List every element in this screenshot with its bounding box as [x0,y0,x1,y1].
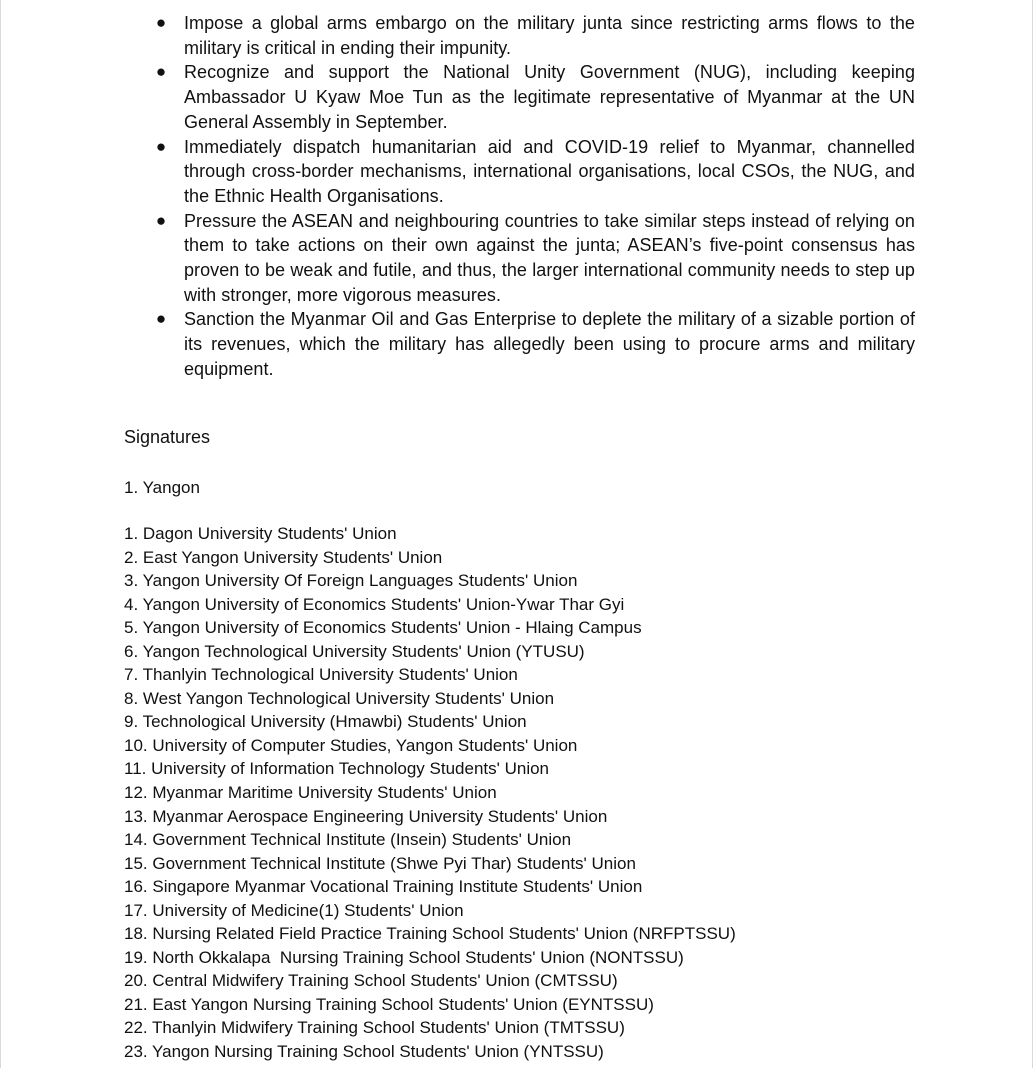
recommendation-text: Impose a global arms embargo on the military junta since restricting arms flows to the military is critical in ending their impunity. [184,13,915,58]
signature-item: 1. Dagon University Students' Union [124,524,397,543]
signature-item: 9. Technological University (Hmawbi) Students' Union [124,712,527,732]
bullet-icon: ● [155,309,167,329]
signature-list [124,522,944,1064]
recommendation-item [151,135,915,209]
signature-item: 2. East Yangon University Students' Union [124,547,443,567]
signature-item: 7. Thanlyin Technological University Students' Union [124,665,518,685]
recommendation-text: Sanction the Myanmar Oil and Gas Enterprise to deplete the military of a sizable portion of its revenues, which the military has allegedly been using to procure arms and military equipment. [184,309,915,379]
recommendation-text: Recognize and support the National Unity Government (NUG), including keeping Ambassador U Kyaw Moe Tun as the legitimate representative of Myanmar at the UN General Assembly in September. [184,62,915,132]
recommendations-list [151,11,915,382]
region-heading-yangon: 1. Yangon [124,478,200,497]
signature-item: 14. Government Technical Institute (Insein) Students' Union [124,830,572,850]
signature-item: 5. Yangon University of Economics Students' Union - Hlaing Campus [124,618,642,638]
recommendation-item [151,11,915,60]
signature-item: 15. Government Technical Institute (Shwe Pyi Thar) Students' Union [124,853,636,873]
signature-item: 18. Nursing Related Field Practice Training School Students' Union (NRFPTSSU) [124,924,736,944]
signatures-heading: Signatures [124,427,211,447]
signature-item: 17. University of Medicine(1) Students' Union [124,900,464,920]
bullet-icon: ● [155,136,167,156]
recommendation-item [151,307,915,381]
bullet-icon: ● [155,210,167,230]
signature-item: 4. Yangon University of Economics Students' Union-Ywar Thar Gyi [124,594,625,614]
signature-item: 12. Myanmar Maritime University Students' Union [124,783,497,803]
signature-item: 3. Yangon University Of Foreign Languages Students' Union [124,571,578,591]
signature-item: 10. University of Computer Studies, Yangon Students' Union [124,735,578,755]
signature-item: 13. Myanmar Aerospace Engineering University Students' Union [124,806,608,826]
signature-item: 21. East Yangon Nursing Training School Students' Union (EYNTSSU) [124,994,654,1014]
signature-item: 6. Yangon Technological University Students' Union (YTUSU) [124,641,585,661]
recommendation-text: Immediately dispatch humanitarian aid and COVID-19 relief to Myanmar, channelled through cross-border mechanisms, international organisations, local CSOs, the NUG, and the Ethnic Health Organisations. [184,136,915,206]
recommendation-item [151,60,915,134]
signature-item: 20. Central Midwifery Training School Students' Union (CMTSSU) [124,971,618,991]
bullet-icon: ● [155,62,167,82]
signature-item: 19. North Okkalapa Nursing Training School Students' Union (NONTSSU) [124,947,684,967]
recommendation-item [151,209,915,308]
signature-item: 16. Singapore Myanmar Vocational Training Institute Students' Union [124,877,643,897]
bullet-icon: ● [155,13,167,32]
signature-item: 8. West Yangon Technological University Students' Union [124,688,555,708]
signature-item: 23. Yangon Nursing Training School Students' Union (YNTSSU) [124,1042,604,1062]
signature-item: 11. University of Information Technology Students' Union [124,759,550,779]
recommendation-text: Pressure the ASEAN and neighbouring countries to take similar steps instead of relying on them to take actions on their own against the junta; ASEAN’s five-point consensus has proven to be weak and futile, and thus, the larger international community needs to step up with stronger, more vigorous measures. [184,210,915,305]
signature-item: 22. Thanlyin Midwifery Training School Students' Union (TMTSSU) [124,1018,625,1038]
